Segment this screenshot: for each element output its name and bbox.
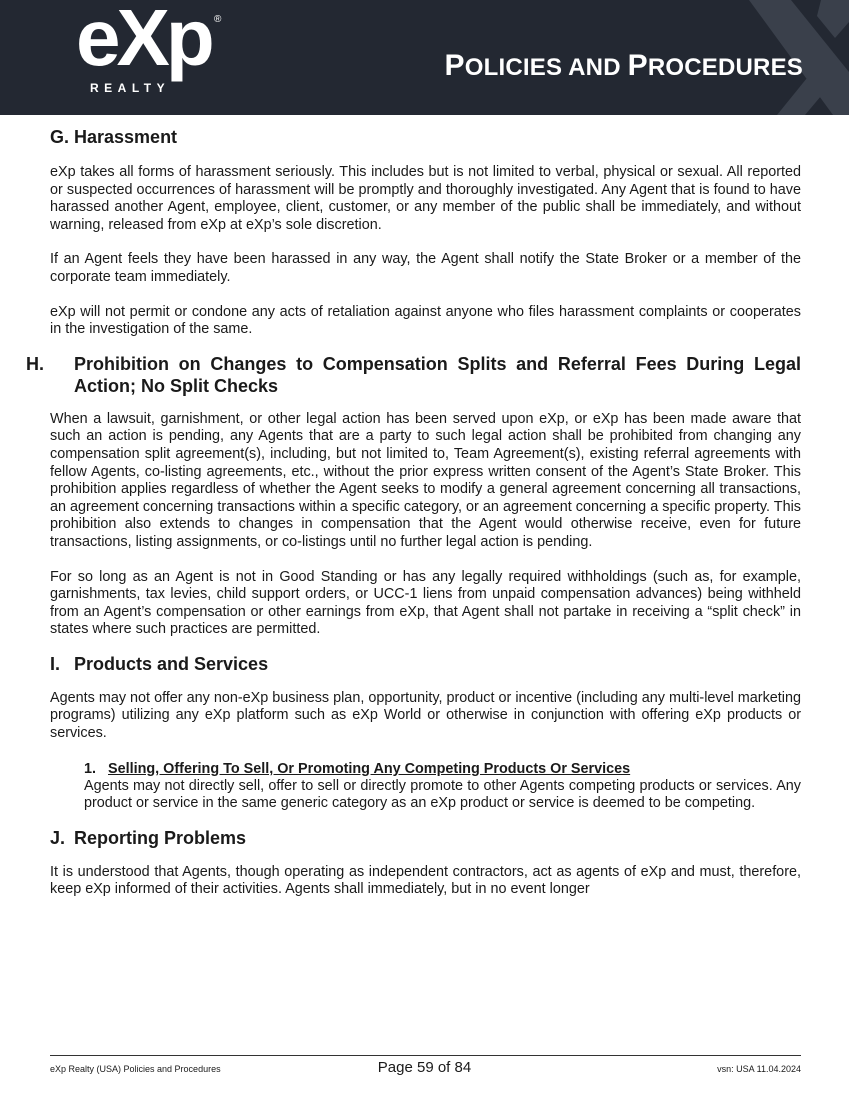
section-j-heading: J. Reporting Problems (50, 827, 247, 848)
section-g-paragraph-1: eXp takes all forms of harassment seriously. This includes but is not limited to verbal, physical or sexual. All reported or suspected occurrences of harassment will be promptly and thoroughly investigated. Any Agent that is found to have harassed another Agent, employee, client, customer, or any member of the public shall be immediately, and without warning, released from eXp at eXp’s sole discretion. (50, 164, 801, 233)
section-g-heading: G. Harassment (50, 127, 178, 147)
logo-wordmark: eXp (76, 0, 211, 82)
logo-subtext: REALTY (90, 81, 171, 95)
document-title: POLICIES AND PROCEDURES (444, 49, 803, 82)
section-i-paragraph-1: Agents may not offer any non-eXp business plan, opportunity, product or incentive (including any multi-level marketing programs) utilizing any eXp platform such as eXp World or otherwise in conjunction with offering eXp products or services. (50, 689, 801, 742)
page-header (0, 0, 849, 115)
section-i-heading: I. Products and Services (50, 653, 269, 674)
section-g-paragraph-3: eXp will not permit or condone any acts of retaliation against anyone who files harassment complaints or cooperates in the investigation of the same. (50, 303, 801, 338)
registered-mark: ® (214, 14, 222, 25)
page-content (26, 126, 801, 899)
exp-realty-logo (76, 0, 236, 102)
section-g-paragraph-2: If an Agent feels they have been harassed in any way, the Agent shall notify the State Broker or a member of the corporate team immediately. (50, 251, 801, 285)
subsection-1 (84, 760, 801, 813)
footer-document-name: eXp Realty (USA) Policies and Procedures (50, 1064, 221, 1074)
footer-divider (50, 1055, 801, 1056)
section-j-paragraph-1: It is understood that Agents, though operating as independent contractors, act as agents of eXp and must, therefore, keep eXp informed of their activities. Agents shall immediately, but in no event longer (50, 863, 801, 898)
section-h-heading: H. Prohibition on Changes to Compensation Splits and Referral Fees During Legal Action; No Split Checks (26, 353, 801, 396)
subsection-1-body: Agents may not directly sell, offer to sell or directly promote to other Agents competing products or services. Any product or service in the same generic category as an eXp product or service is deemed to be competing. (84, 777, 801, 812)
section-h-paragraph-1: When a lawsuit, garnishment, or other legal action has been served upon eXp, or eXp has been made aware that such an action is pending, any Agents that are a party to such legal action shall be prohibited from changing any compensation split agreement(s), including, but not limited to, Team Agreement(s), existing referral agreements with fellow Agents, co-listing agreements, etc., without the prior express written consent of the Agent’s State Broker. This prohibition applies regardless of whether the Agent seeks to modify a general agreement concerning all transactions, an agreement concerning transactions within a specific category, or an agreement concerning a specific property. This prohibition also extends to changes in compensation that the Agent would otherwise receive, even for future transactions, listing assignments, or co-listings until no further legal action is pending. (50, 410, 801, 550)
footer-page-number: Page 59 of 84 (377, 1059, 472, 1076)
footer-version: vsn: USA 11.04.2024 (717, 1064, 801, 1074)
section-h-paragraph-2: For so long as an Agent is not in Good Standing or has any legally required withholdings (such as, for example, garnishments, tax levies, child support orders, or UCC-1 liens from unpaid compensation advances) being withheld from an Agent’s compensation or other earnings from eXp, that Agent shall not partake in receiving a “split check” in states where such practices are permitted. (50, 568, 801, 638)
subsection-1-title: 1. Selling, Offering To Sell, Or Promoting Any Competing Products Or Services (84, 760, 631, 777)
